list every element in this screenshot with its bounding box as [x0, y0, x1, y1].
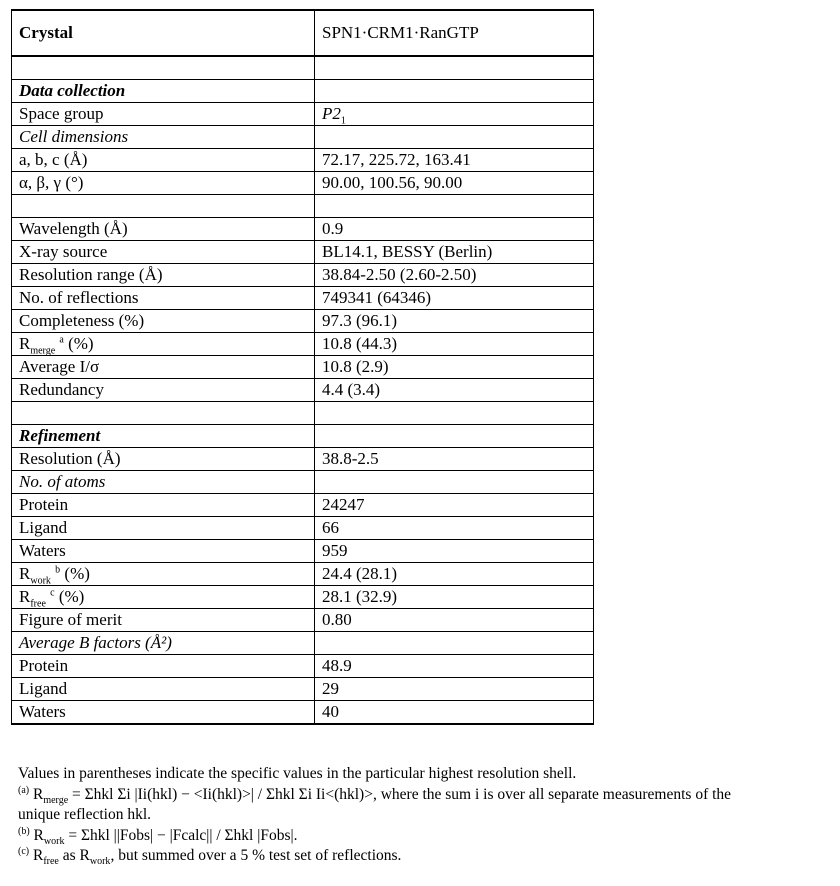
row-label: Protein — [12, 655, 315, 678]
blank-row — [12, 402, 594, 425]
table-row — [12, 655, 594, 678]
row-label: Figure of merit — [12, 609, 315, 632]
row-value: 10.8 (2.9) — [315, 356, 594, 379]
row-value: 749341 (64346) — [315, 287, 594, 310]
subsection-row — [12, 471, 594, 494]
header-label: Crystal — [12, 10, 315, 56]
table-row — [12, 149, 594, 172]
row-value: 0.80 — [315, 609, 594, 632]
row-label: Waters — [12, 701, 315, 725]
row-label: Redundancy — [12, 379, 315, 402]
row-value: $P2_1$ — [315, 103, 594, 126]
row-label: Average I/σ — [12, 356, 315, 379]
row-value: 10.8 (44.3) — [315, 333, 594, 356]
table-row — [12, 264, 594, 287]
table-row — [12, 494, 594, 517]
subsection-row — [12, 632, 594, 655]
table-row — [12, 103, 594, 126]
footnote-b: $^{(b)}$ $R_{work} = \Sigma hkl$ ||Fobs| − |Fcalc|| / Σhkl |Fobs|. — [18, 825, 298, 847]
row-value: 40 — [315, 701, 594, 725]
row-label: Ligand — [12, 517, 315, 540]
row-value: 0.9 — [315, 218, 594, 241]
row-label: Resolution (Å) — [12, 448, 315, 471]
section-row — [12, 80, 594, 103]
row-label: Protein — [12, 494, 315, 517]
row-value: 959 — [315, 540, 594, 563]
footnote-a-continued: unique reflection hkl. — [18, 806, 151, 823]
row-value: 24247 — [315, 494, 594, 517]
subsection-average-b: Average B factors (Å²) — [12, 632, 315, 655]
table-row — [12, 586, 594, 609]
section-data-collection: Data collection — [12, 80, 315, 103]
table-row — [12, 218, 594, 241]
table-row — [12, 310, 594, 333]
header-value: SPN1·CRM1·RanGTP — [315, 10, 594, 56]
row-value: BL14.1, BESSY (Berlin) — [315, 241, 594, 264]
crystallographic-table — [11, 9, 594, 725]
row-value: 38.8-2.5 — [315, 448, 594, 471]
row-value: 72.17, 225.72, 163.41 — [315, 149, 594, 172]
table-footnotes — [18, 764, 838, 867]
table-header-row — [12, 10, 594, 56]
row-label: Waters — [12, 540, 315, 563]
table-row — [12, 448, 594, 471]
row-value: 29 — [315, 678, 594, 701]
blank-row — [12, 195, 594, 218]
subsection-cell-dimensions: Cell dimensions — [12, 126, 315, 149]
row-label: α, β, γ (°) — [12, 172, 315, 195]
row-label: Wavelength (Å) — [12, 218, 315, 241]
table-row — [12, 517, 594, 540]
row-value: 24.4 (28.1) — [315, 563, 594, 586]
row-label: Ligand — [12, 678, 315, 701]
row-label: X-ray source — [12, 241, 315, 264]
table-row — [12, 287, 594, 310]
table-row — [12, 701, 594, 725]
row-value: 66 — [315, 517, 594, 540]
table-row — [12, 241, 594, 264]
row-label: Resolution range (Å) — [12, 264, 315, 287]
table-row — [12, 563, 594, 586]
table-row — [12, 678, 594, 701]
subsection-no-of-atoms: No. of atoms — [12, 471, 315, 494]
footnote-c: $^{(c)}$ $R_{free}$ as $R_{work}$, but summed over a 5 % test set of reflections. — [18, 845, 402, 868]
table-row — [12, 333, 594, 356]
row-label: Space group — [12, 103, 315, 126]
subsection-row — [12, 126, 594, 149]
row-label: No. of reflections — [12, 287, 315, 310]
row-value: 48.9 — [315, 655, 594, 678]
footnote-a: $^{(a)}$ $R_{merge} = \Sigma hkl$ Σi |Ii(hkl) − <Ii(hkl)>| / Σhkl Σi Ii<(hkl)>, where the sum i is over all separate measurements of the — [18, 784, 732, 806]
table-row — [12, 172, 594, 195]
table-row — [12, 379, 594, 402]
row-label: Completeness (%) — [12, 310, 315, 333]
row-value: 28.1 (32.9) — [315, 586, 594, 609]
row-value: 97.3 (96.1) — [315, 310, 594, 333]
section-row — [12, 425, 594, 448]
row-value: 38.84-2.50 (2.60-2.50) — [315, 264, 594, 287]
table-row — [12, 540, 594, 563]
row-label: a, b, c (Å) — [12, 149, 315, 172]
row-label: $R_{merge}$ $^a$ (%) — [12, 333, 315, 356]
table-row — [12, 609, 594, 632]
section-refinement: Refinement — [12, 425, 315, 448]
row-label: $R_{free}$ $^c$ (%) — [12, 586, 315, 609]
footnote-parentheses: Values in parentheses indicate the specific values in the particular highest resolution shell. — [18, 765, 577, 782]
row-value: 4.4 (3.4) — [315, 379, 594, 402]
row-value: 90.00, 100.56, 90.00 — [315, 172, 594, 195]
row-label: $R_{work}$ $^b$ (%) — [12, 563, 315, 586]
table-row — [12, 356, 594, 379]
blank-row — [12, 56, 594, 80]
